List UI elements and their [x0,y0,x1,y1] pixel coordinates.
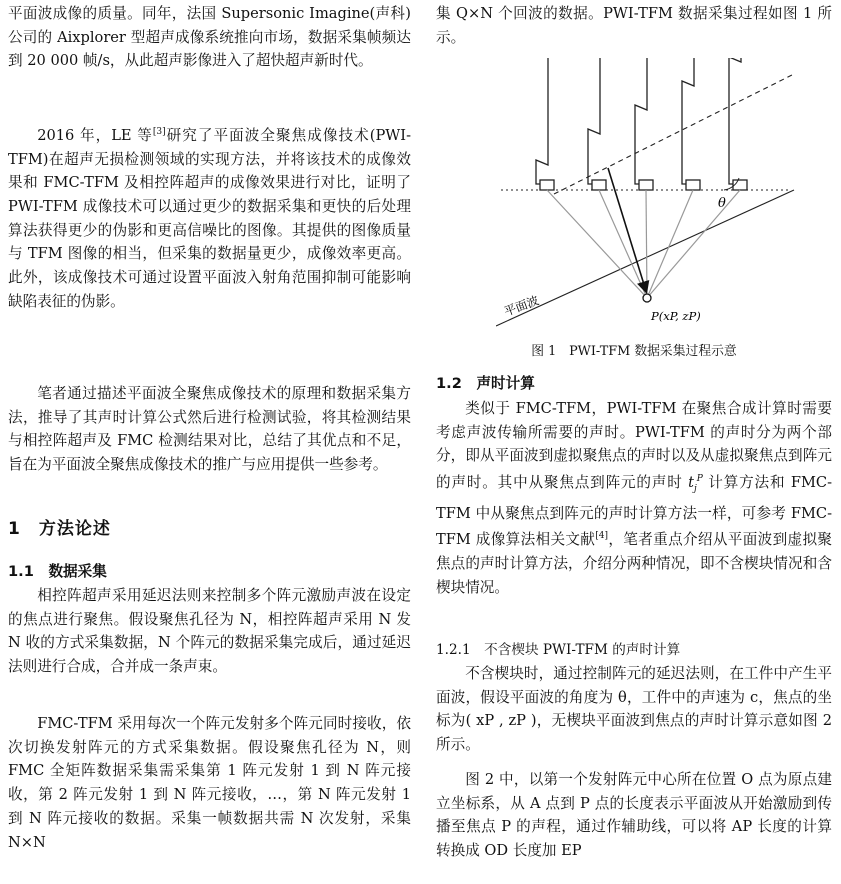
array-element-2 [592,180,606,190]
array-element-1 [540,180,554,190]
plane-wave-front-lower [496,190,794,326]
symbol-superscript-p: P [696,474,703,485]
paragraph-figure-intro: 集 Q×N 个回波的数据。PWI-TFM 数据采集过程如图 1 所示。 [436,5,832,46]
signal-trace-2 [588,58,600,188]
angle-label-theta: θ [718,196,726,211]
reference-3: [3] [152,127,166,137]
reference-4: [4] [595,531,608,542]
section-heading-1-2: 1.2 声时计算 [436,375,535,392]
figure-1-pwi-tfm-diagram [496,58,796,330]
sound-text-a: 类似于 FMC-TFM，PWI-TFM 在聚焦合成计算时需要考虑声波传输所需要的声时。PWI-TFM 的声时分为两个部分，即从平面波到虚拟聚焦点的声时以及从虚拟聚焦点到阵元的声时。其中从聚焦点到阵元的声时 [436,400,832,491]
sound-text-c: ，笔者重点介绍从平面波到虚拟聚焦点的声时计算方法，介绍分两种情况，即不含楔块情况和含楔块情况。 [436,531,832,596]
section-heading-1-2-1: 1.2.1 不含楔块 PWI-TFM 的声时计算 [436,642,681,658]
signal-trace-5 [729,58,741,188]
symbol-subscript-j: j [693,483,697,494]
array-element-4 [686,180,700,190]
section-heading-1-1: 1.1 数据采集 [8,563,107,580]
signal-trace-1 [536,58,548,188]
paragraph-no-wedge: 不含楔块时，通过控制阵元的延迟法则，在工件中产生平面波，假设平面波的角度为 θ，工件中的声速为 c，焦点的坐标为( xP , zP )，无楔块平面波到焦点的声时计算示意如图 2 所示。 [436,665,832,754]
sound-text-b: 计算方法和 FMC-TFM 中从聚焦点到阵元的声时计算方法一样，可参考 FMC-TFM 成像算法相关文献 [436,473,833,549]
section-heading-1: 1 方法论述 [8,519,111,539]
figure-1-caption: 图 1 PWI-TFM 数据采集过程示意 [531,344,737,359]
paragraph-author-summary: 笔者通过描述平面波全聚焦成像技术的原理和数据采集方法，推导了其声时计算公式然后进行检测试验，将其检测结果与相控阵超声及 FMC 检测结果对比，总结了其优点和不足，旨在为平面波全聚焦成像技术的推广与应用提供一些参考。 [8,385,411,474]
symbol-t: t [688,473,694,491]
array-elements [536,58,747,190]
focus-point-label: P(xP, zP) [651,309,701,323]
paragraph-le-2016 [8,121,411,313]
paragraph-sound-time [436,397,832,599]
signal-trace-3 [635,58,647,188]
plane-wave-front-upper [554,74,794,194]
array-element-3 [639,180,653,190]
paragraph-intro: 平面波成像的质量。同年，法国 Supersonic Imagine(声科)公司的 Aixplorer 型超声成像系统推向市场，数据采集帧频达到 20 000 帧/s，从此超声影像进入了超快超声新时代。 [8,5,411,70]
signal-trace-4 [682,58,694,188]
plane-wave-label: 平面波 [502,293,541,319]
le-text-after-ref: 研究了平面波全聚焦成像技术(PWI-TFM)在超声无损检测领域的实现方法，并将该技术的成像效果和 FMC-TFM 及相控阵超声的成像效果进行对比，证明了 PWI-TFM 成像技术可以通过更少的数据采集和更快的后处理算法获得更少的伪影和更高信噪比的图像。其提供的图像质量与 TFM 图像的相当，但采集的数据量更少，成像效率更高。此外，该成像技术可通过设置平面波入射角范围抑制可能影响缺陷表征的伪影。 [8,126,411,310]
paragraph-phased-array: 相控阵超声采用延迟法则来控制多个阵元激励声波在设定的焦点进行聚焦。假设聚焦孔径为 N，相控阵超声采用 N 发 N 收的方式采集数据，N 个阵元的数据采集完成后，通过延迟法则进行合成，合并成一条声束。 [8,587,411,676]
paragraph-figure-2: 图 2 中，以第一个发射阵元中心所在位置 O 点为原点建立坐标系，从 A 点到 P 点的长度表示平面波从开始激励到传播至焦点 P 的声程，通过作辅助线，可以将 AP 长度的计算转换成 OD 长度加 EP [436,771,832,860]
focus-point-p [643,294,651,302]
le-text-before-ref: 2016 年，LE 等 [37,126,153,144]
paragraph-fmc-tfm: FMC-TFM 采用每次一个阵元发射多个阵元同时接收，依次切换发射阵元的方式采集数据。假设聚焦孔径为 N，则 FMC 全矩阵数据采集需采集第 1 阵元发射 1 到 N 阵元接收，第 2 阵元发射 1 到 N 阵元接收，…，第 N 阵元发射 1 到 N 阵元接收的数据。采集一帧数据共需 N 次发射，采集 N×N [8,715,411,851]
